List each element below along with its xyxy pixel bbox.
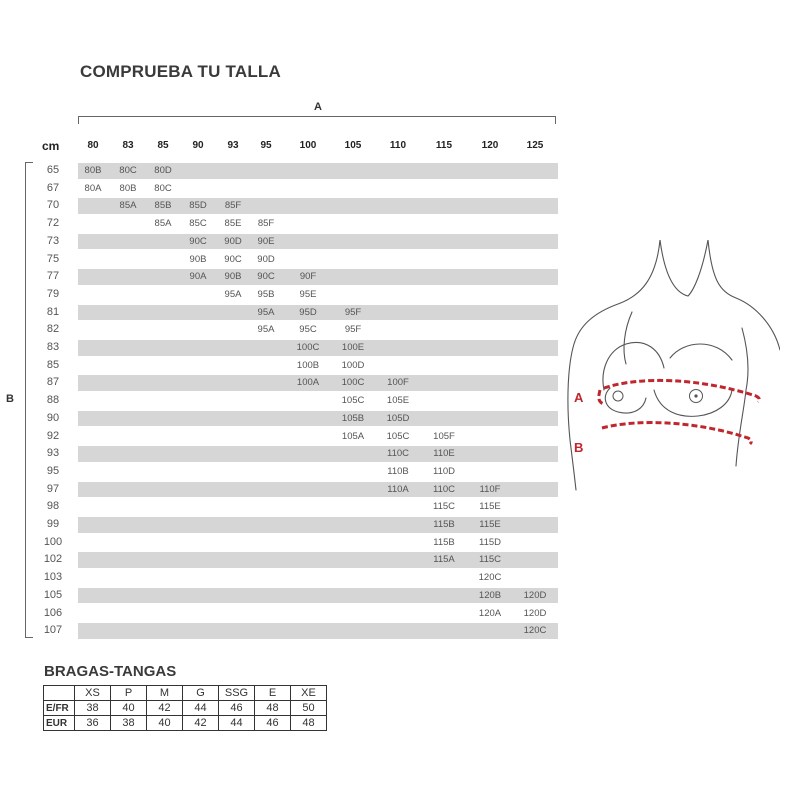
row-label: 97 xyxy=(46,482,60,495)
size-cell: 90E xyxy=(257,235,275,247)
column-header-cell: 85 xyxy=(157,140,169,151)
size-row xyxy=(36,180,558,198)
bragas-row-eur xyxy=(44,716,327,731)
column-header-cell: 115 xyxy=(435,140,453,151)
column-header-cell: 125 xyxy=(526,140,544,151)
column-header-cell: 83 xyxy=(122,140,134,151)
page-title: COMPRUEBA TU TALLA xyxy=(80,62,281,81)
row-label: 99 xyxy=(46,518,60,530)
size-cell: 100E xyxy=(341,342,365,353)
column-header-cell: 105 xyxy=(344,140,362,151)
size-cell: 80C xyxy=(119,165,137,176)
size-row xyxy=(36,304,558,322)
size-cell: 100C xyxy=(341,377,365,389)
size-cell: 95C xyxy=(299,324,317,336)
label-a: A xyxy=(574,390,584,405)
size-cell: 110E xyxy=(433,448,455,460)
bragas-size-cell: SSG xyxy=(219,686,255,701)
size-cell: 95D xyxy=(299,306,317,318)
bragas-corner-cell xyxy=(44,686,75,701)
column-header-cell: 80 xyxy=(87,140,99,151)
size-cell: 110C xyxy=(432,483,455,495)
row-label: 88 xyxy=(46,394,60,407)
size-cell: 90C xyxy=(224,253,242,265)
size-row xyxy=(36,445,558,463)
size-row xyxy=(36,551,558,569)
size-cell: 90A xyxy=(189,271,207,283)
row-label: 105 xyxy=(43,588,63,601)
size-cell: 90D xyxy=(257,253,275,265)
row-label: 65 xyxy=(46,164,60,176)
bragas-value-cell: 42 xyxy=(183,716,219,731)
row-band xyxy=(78,623,558,639)
unit-label: cm xyxy=(42,139,60,153)
size-row xyxy=(36,622,558,640)
bragas-value-cell: 40 xyxy=(147,716,183,731)
size-row xyxy=(36,286,558,304)
row-label: 72 xyxy=(46,217,60,230)
bragas-value-cell: 44 xyxy=(183,701,219,716)
torso-illustration xyxy=(560,240,780,500)
size-row xyxy=(36,605,558,623)
size-cell: 80B xyxy=(84,165,102,176)
size-row xyxy=(36,481,558,499)
bragas-value-cell: 40 xyxy=(111,701,147,716)
size-row xyxy=(36,251,558,269)
size-cell: 85F xyxy=(224,200,242,212)
nipple-left xyxy=(613,391,623,401)
size-cell: 85A xyxy=(154,218,172,230)
size-cell: 110F xyxy=(479,483,501,495)
row-label: 93 xyxy=(46,447,60,460)
bragas-row-label: E/FR xyxy=(44,701,75,716)
size-cell: 95F xyxy=(344,306,362,318)
bragas-value-cell: 48 xyxy=(291,716,327,731)
bragas-header-row xyxy=(44,686,327,701)
size-cell: 115E xyxy=(479,519,501,530)
size-cell: 95E xyxy=(299,288,317,300)
size-row xyxy=(36,197,558,215)
bragas-value-cell: 42 xyxy=(147,701,183,716)
row-label: 73 xyxy=(46,234,60,247)
size-cell: 95A xyxy=(257,324,275,336)
size-row xyxy=(36,357,558,375)
size-cell: 110D xyxy=(432,465,455,477)
row-label: 102 xyxy=(43,553,63,566)
bragas-value-cell: 44 xyxy=(219,716,255,731)
row-label: 100 xyxy=(43,535,63,548)
size-cell: 100B xyxy=(296,359,320,371)
size-cell: 105C xyxy=(341,395,365,407)
size-cell: 90C xyxy=(189,235,207,247)
size-cell: 115D xyxy=(478,536,501,548)
size-row xyxy=(36,162,558,180)
size-cell: 110B xyxy=(387,465,409,477)
bragas-value-cell: 46 xyxy=(255,716,291,731)
size-cell: 80D xyxy=(154,165,172,176)
size-cell: 85D xyxy=(189,200,207,212)
size-cell: 90F xyxy=(299,271,317,283)
row-label: 103 xyxy=(43,571,63,584)
bragas-size-cell: G xyxy=(183,686,219,701)
size-cell: 95F xyxy=(344,324,362,336)
size-row xyxy=(36,268,558,286)
size-cell: 80B xyxy=(119,182,137,194)
row-label: 79 xyxy=(46,287,60,300)
size-row xyxy=(36,463,558,481)
size-cell: 115E xyxy=(479,501,501,513)
size-cell: 105D xyxy=(386,412,410,424)
size-cell: 110C xyxy=(386,448,409,460)
size-row xyxy=(36,374,558,392)
row-label: 83 xyxy=(46,341,60,353)
size-cell: 120D xyxy=(523,607,547,619)
column-header-cell: 110 xyxy=(389,140,407,151)
column-header-cell: 100 xyxy=(299,140,317,151)
bragas-size-cell: XS xyxy=(75,686,111,701)
column-header-cell: 120 xyxy=(481,140,499,151)
row-label: 98 xyxy=(46,500,60,513)
size-cell: 115C xyxy=(478,554,501,566)
size-cell: 85B xyxy=(154,200,172,212)
size-cell: 85F xyxy=(257,218,275,230)
column-header-cell: 90 xyxy=(192,140,204,151)
axis-b-label: B xyxy=(6,393,14,405)
bragas-value-cell: 36 xyxy=(75,716,111,731)
size-cell: 105A xyxy=(341,430,365,442)
size-row xyxy=(36,587,558,605)
nipple-right-center xyxy=(694,394,697,397)
row-label: 107 xyxy=(43,624,63,637)
bragas-size-cell: E xyxy=(255,686,291,701)
row-label: 77 xyxy=(46,270,60,283)
size-row xyxy=(36,428,558,446)
bragas-row-efr xyxy=(44,701,327,716)
row-label: 75 xyxy=(46,252,60,265)
size-cell: 95A xyxy=(257,306,275,318)
size-row xyxy=(36,339,558,357)
size-cell: 120B xyxy=(478,589,502,601)
row-label: 85 xyxy=(46,358,60,371)
size-cell: 80A xyxy=(84,182,102,194)
size-cell: 105B xyxy=(341,412,365,424)
size-row xyxy=(36,215,558,233)
row-label: 95 xyxy=(46,464,60,477)
column-header-cell: 95 xyxy=(260,140,272,151)
measurement-lines xyxy=(599,380,760,444)
size-row xyxy=(36,392,558,410)
row-label: 106 xyxy=(43,606,63,619)
label-b: B xyxy=(574,440,584,455)
size-cell: 120D xyxy=(523,589,547,601)
size-row xyxy=(36,233,558,251)
size-cell: 115B xyxy=(433,519,455,530)
size-cell: 90C xyxy=(257,271,275,283)
bragas-value-cell: 48 xyxy=(255,701,291,716)
size-cell: 80C xyxy=(154,182,172,194)
size-row xyxy=(36,410,558,428)
size-cell: 115C xyxy=(432,501,455,513)
size-row xyxy=(36,321,558,339)
size-cell: 85A xyxy=(119,200,137,212)
size-row xyxy=(36,534,558,552)
bragas-row-label: EUR xyxy=(44,716,75,731)
axis-b-bracket xyxy=(25,162,33,638)
axis-a-bracket xyxy=(78,116,556,124)
size-cell: 105C xyxy=(386,430,410,442)
size-cell: 110A xyxy=(387,483,409,495)
row-label: 70 xyxy=(46,199,60,212)
measurement-line-a xyxy=(604,380,759,402)
measurement-line-a-back xyxy=(599,390,604,404)
size-cell: 105F xyxy=(433,430,455,442)
torso-outline xyxy=(568,240,780,490)
size-cell: 85C xyxy=(189,218,207,230)
size-cell: 105E xyxy=(386,395,410,407)
bragas-title: BRAGAS-TANGAS xyxy=(44,663,177,680)
bragas-value-cell: 38 xyxy=(111,716,147,731)
size-cell: 115B xyxy=(433,536,455,548)
size-cell: 95A xyxy=(224,288,242,300)
row-band xyxy=(78,446,558,462)
row-label: 90 xyxy=(46,411,60,424)
size-cell: 120C xyxy=(523,625,547,637)
row-label: 92 xyxy=(46,429,60,442)
size-cell: 90B xyxy=(224,271,242,283)
measurement-line-b xyxy=(602,423,751,444)
bragas-size-cell: P xyxy=(111,686,147,701)
size-cell: 100C xyxy=(296,342,320,353)
row-label: 82 xyxy=(46,323,60,336)
bragas-size-table xyxy=(43,685,327,731)
column-header-cell: 93 xyxy=(227,140,239,151)
row-label: 87 xyxy=(46,376,60,389)
bragas-value-cell: 50 xyxy=(291,701,327,716)
size-cell: 120A xyxy=(478,607,502,619)
size-row xyxy=(36,569,558,587)
size-cell: 120C xyxy=(478,572,502,584)
size-cell: 100F xyxy=(387,377,409,389)
size-row xyxy=(36,498,558,516)
bragas-size-cell: XE xyxy=(291,686,327,701)
row-label: 81 xyxy=(46,305,60,318)
size-cell: 90B xyxy=(189,253,207,265)
row-band xyxy=(78,234,558,250)
row-band xyxy=(78,411,558,427)
size-cell: 100A xyxy=(296,377,320,389)
size-row xyxy=(36,516,558,534)
size-cell: 90D xyxy=(224,235,242,247)
bragas-value-cell: 38 xyxy=(75,701,111,716)
size-cell: 95B xyxy=(257,288,275,300)
row-label: 67 xyxy=(46,181,60,194)
size-cell: 100D xyxy=(341,359,365,371)
size-cell: 85E xyxy=(224,218,242,230)
size-cell: 115A xyxy=(433,554,455,566)
bragas-value-cell: 46 xyxy=(219,701,255,716)
axis-a-label: A xyxy=(314,101,322,113)
bragas-size-cell: M xyxy=(147,686,183,701)
